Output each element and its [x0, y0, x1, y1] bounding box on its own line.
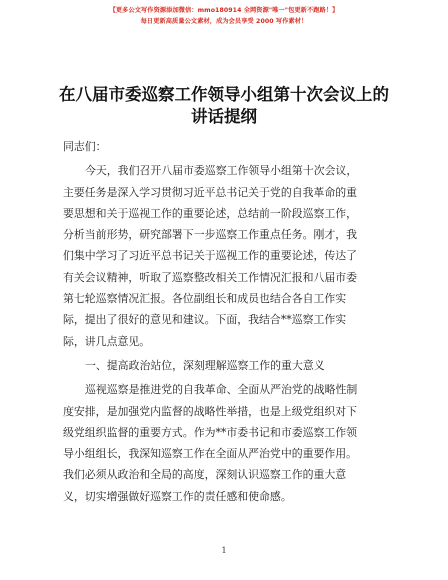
paragraph-line: 要思想和关于巡视工作的重要论述，总结前一阶段巡察工作， — [63, 206, 358, 220]
paragraph-line: 今天，我们召开八届市委巡察工作领导小组第十次会议， — [85, 164, 358, 178]
paragraph-line: 有关会议精神，听取了巡察整改相关工作情况汇报和八届市委 — [63, 270, 358, 284]
paragraph-line: 巡视巡察是推进党的自我革命、全面从严治党的战略性制 — [85, 383, 358, 397]
paragraph-line: 际，提出了很好的意见和建议。下面，我结合**巡察工作实 — [63, 313, 347, 327]
paragraph-section-1 — [63, 379, 385, 507]
document-title — [40, 84, 408, 128]
page-number: 1 — [221, 546, 227, 555]
promo-banner-line-2: 每日更新高质量公文素材，成为会员享受 2000 写作素材！ — [140, 18, 308, 25]
paragraph-line: 级党组织监督的重要方式。作为**市委书记和市委巡察工作领 — [63, 425, 358, 439]
section-heading-1: 一、提高政治站位，深刻理解巡察工作的重大意义 — [85, 358, 325, 372]
promo-banner — [0, 5, 448, 27]
paragraph-intro — [63, 160, 385, 352]
salutation: 同志们： — [63, 140, 107, 153]
paragraph-line: 第七轮巡察情况汇报。各位副组长和成员也结合各自工作实 — [63, 292, 347, 306]
paragraph-line: 主要任务是深入学习贯彻习近平总书记关于党的自我革命的重 — [63, 185, 358, 199]
paragraph-line: 际，讲几点意见。 — [63, 334, 151, 348]
document-title-line-2: 讲话提纲 — [191, 107, 257, 126]
promo-banner-line-1: 【更多公文写作资源添加微信：mmo180914 全网资源"唯一"包更新不跑路！】 — [109, 7, 339, 14]
paragraph-line: 义，切实增强做好巡察工作的责任感和使命感。 — [63, 489, 292, 503]
paragraph-line: 们集中学习了习近平总书记关于巡视工作的重要论述，传达了 — [63, 249, 358, 263]
document-title-line-1: 在八届市委巡察工作领导小组第十次会议上的 — [59, 85, 389, 104]
document-body — [63, 136, 385, 507]
paragraph-line: 导小组组长，我深知巡察工作在全面从严治党中的重要作用。 — [63, 447, 358, 461]
paragraph-line: 度安排，是加强党内监督的战略性举措，也是上级党组织对下 — [63, 404, 358, 418]
paragraph-line: 我们必须从政治和全局的高度，深刻认识巡察工作的重大意 — [63, 468, 347, 482]
paragraph-line: 分析当前形势，研究部署下一步巡察工作重点任务。刚才，我 — [63, 228, 358, 242]
